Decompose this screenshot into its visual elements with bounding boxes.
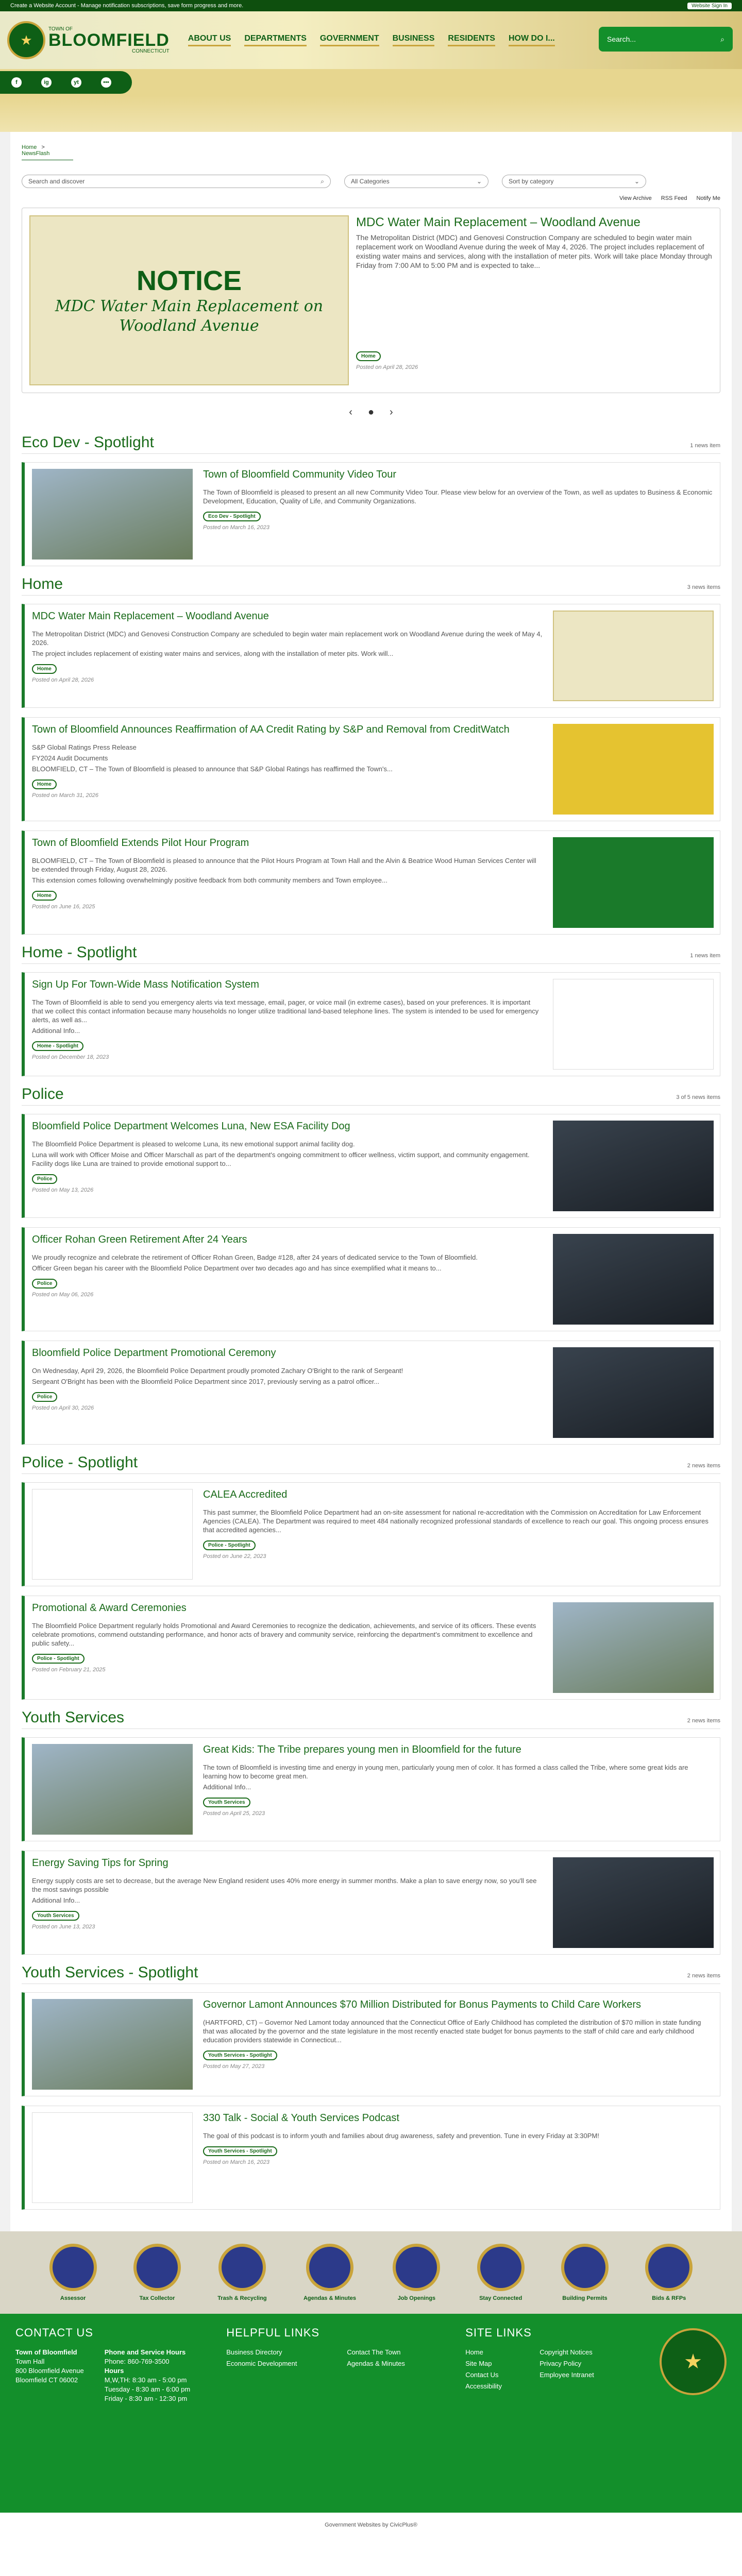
footer-link[interactable]: Employee Intranet <box>539 2371 594 2379</box>
news-posted: Posted on June 22, 2023 <box>203 1553 266 1560</box>
service-link[interactable] <box>477 2244 525 2301</box>
news-item <box>22 1851 720 1955</box>
news-thumbnail[interactable] <box>32 469 193 560</box>
featured-text <box>356 215 713 385</box>
news-text: The Metropolitan District (MDC) and Genovesi Construction Company are scheduled to begin water main replacement work on Woodland Avenue during the week of May 4, 2026. <box>32 630 543 647</box>
featured-body: The Metropolitan District (MDC) and Genovesi Construction Company are scheduled to begin water main replacement work on Woodland Avenue during the week of May 4, 2026. The project includes replacement of existing water mains and services, along with the installation of meter pits. Work will take place Monday through Friday from 7:00 AM to 5:00 PM and is expected to take... <box>356 233 712 269</box>
news-text: On Wednesday, April 29, 2026, the Bloomfield Police Department proudly promoted Zachary O'Bright to the rank of Sergeant! <box>32 1367 403 1375</box>
section-title: Police <box>22 1086 64 1103</box>
news-thumbnail[interactable] <box>32 1489 193 1580</box>
section-title: Police - Spotlight <box>22 1454 138 1471</box>
carousel-controls <box>22 406 720 418</box>
nav-residents[interactable]: RESIDENTS <box>448 34 495 46</box>
civicplus-link[interactable]: Government Websites by CivicPlus® <box>325 2522 417 2528</box>
news-section <box>22 434 720 566</box>
notice-title: NOTICE <box>136 265 242 296</box>
footer-link[interactable]: Copyright Notices <box>539 2348 593 2356</box>
news-text: Additional Info... <box>32 1027 80 1035</box>
news-thumbnail[interactable] <box>553 1857 714 1948</box>
notice-subtitle: MDC Water Main Replacement on Woodland Avenue <box>55 297 324 335</box>
news-section <box>22 1964 720 2210</box>
main-nav <box>188 34 555 46</box>
news-tag[interactable]: Home - Spotlight <box>32 1041 83 1051</box>
nav-business[interactable]: BUSINESS <box>393 34 435 46</box>
carousel-dot[interactable]: ● <box>367 406 375 418</box>
main-content <box>0 132 742 2231</box>
view-archive-link[interactable]: View Archive <box>619 195 652 201</box>
footer-link[interactable]: Site Map <box>465 2360 492 2367</box>
news-item <box>22 1482 720 1586</box>
news-posted: Posted on June 13, 2023 <box>32 1924 95 1930</box>
hours-line: Friday - 8:30 am - 12:30 pm <box>104 2395 188 2402</box>
service-label: Trash & Recycling <box>217 2295 267 2301</box>
chevron-down-icon: ⌄ <box>476 178 482 185</box>
service-icon <box>133 2244 181 2291</box>
news-thumbnail[interactable] <box>553 611 714 701</box>
sort-select[interactable] <box>502 175 646 188</box>
section-title: Home <box>22 575 63 592</box>
news-item <box>22 1596 720 1700</box>
service-label: Assessor <box>60 2295 86 2301</box>
service-link[interactable] <box>393 2244 440 2301</box>
news-tag[interactable]: Youth Services - Spotlight <box>203 2146 277 2156</box>
notify-me-link[interactable]: Notify Me <box>696 195 720 201</box>
section-title: Eco Dev - Spotlight <box>22 434 154 451</box>
news-text: BLOOMFIELD, CT – The Town of Bloomfield is pleased to announce that the Pilot Hours Program at Town Hall and the Alvin & Beatrice Wood Human Services Center will be extended through Friday, August 28, 2026. <box>32 857 536 873</box>
news-text: BLOOMFIELD, CT – The Town of Bloomfield is pleased to announce that S&P Global Ratings has reaffirmed the Town's... <box>32 765 393 773</box>
service-link[interactable] <box>303 2244 356 2301</box>
featured-slide <box>22 208 720 393</box>
news-posted: Posted on May 13, 2026 <box>32 1187 94 1193</box>
news-tag[interactable]: Youth Services <box>32 1911 79 1921</box>
news-tag[interactable]: Home <box>32 891 57 901</box>
news-item <box>22 1114 720 1218</box>
news-text: This past summer, the Bloomfield Police Department had an on-site assessment for national re-accreditation with the Commission on Accreditation for Law Enforcement Agencies (CALEA). The Department was required to meet 484 nationally recognized professional standards of excellence to reach our goal. This ongoing process ensures that accredited agencies... <box>203 1509 709 1534</box>
news-item <box>22 604 720 708</box>
quick-services <box>0 2231 742 2314</box>
helpful-heading: HELPFUL LINKS <box>226 2326 320 2339</box>
news-item <box>22 1992 720 2096</box>
chevron-right-icon[interactable]: › <box>390 406 393 418</box>
news-title[interactable]: Town of Bloomfield Community Video Tour <box>203 469 396 480</box>
news-item <box>22 717 720 821</box>
section-count: 2 news items <box>687 1718 720 1724</box>
news-flash-card <box>10 132 732 2231</box>
section-count: 3 of 5 news items <box>676 1094 720 1100</box>
town-seal-icon: ★ <box>7 21 45 59</box>
search-icon[interactable]: ⌕ <box>321 177 324 185</box>
news-tag[interactable]: Home <box>32 779 57 789</box>
news-tag[interactable]: Youth Services - Spotlight <box>203 2050 277 2060</box>
service-icon <box>477 2244 525 2291</box>
news-text: Energy supply costs are set to decrease, but the average New England resident uses 40% more energy in summer months. Make a plan to save energy now, so you'll see the most savings possible <box>32 1877 537 1893</box>
news-posted: Posted on May 27, 2023 <box>203 2063 265 2070</box>
news-tag[interactable]: Youth Services <box>203 1798 250 1807</box>
news-links <box>22 195 720 201</box>
news-text: (HARTFORD, CT) – Governor Ned Lamont today announced that the Connecticut Office of Early Childhood has completed the distribution of $70 million in state funding that was allocated by the governor and the state legislature in the most recently enacted state budget for bonus payments to the staff of child care and early childhood education providers statewide in Connecticut... <box>203 2019 701 2044</box>
logo-town-name: BLOOMFIELD <box>48 30 170 50</box>
news-text: Sergeant O'Bright has been with the Bloomfield Police Department since 2017, previously serving as a patrol officer... <box>32 1378 380 1385</box>
nav-about[interactable]: ABOUT US <box>188 34 231 46</box>
news-title[interactable]: Town of Bloomfield Announces Reaffirmation of AA Credit Rating by S&P and Removal from CreditWatch <box>32 724 510 735</box>
news-item <box>22 1737 720 1841</box>
facebook-icon[interactable]: f <box>11 77 22 88</box>
news-tag[interactable]: Eco Dev - Spotlight <box>203 512 261 521</box>
section-count: 1 news item <box>690 953 720 959</box>
featured-tag[interactable]: Home <box>356 351 381 361</box>
news-title[interactable]: Governor Lamont Announces $70 Million Distributed for Bonus Payments to Child Care Workers <box>203 1999 642 2010</box>
news-title[interactable]: MDC Water Main Replacement – Woodland Avenue <box>32 611 269 622</box>
footer-link[interactable]: Economic Development <box>226 2360 297 2367</box>
sort-value: Sort by category <box>509 178 554 185</box>
hours-line: M,W,TH: 8:30 am - 5:00 pm <box>104 2376 187 2384</box>
news-title[interactable]: Town of Bloomfield Extends Pilot Hour Program <box>32 837 249 849</box>
news-text: The Bloomfield Police Department is pleased to welcome Luna, its new emotional support animal facility dog. <box>32 1140 355 1148</box>
news-section <box>22 944 720 1076</box>
service-link[interactable] <box>133 2244 181 2301</box>
service-link[interactable] <box>49 2244 97 2301</box>
footer-link[interactable]: Business Directory <box>226 2348 282 2356</box>
news-text: The town of Bloomfield is investing time and energy in young men, particularly young men of color. It has formed a class called the Tribe, where some great kids are learning how to become great men. <box>203 1764 688 1780</box>
news-text: The Town of Bloomfield is pleased to present an all new Community Video Tour. Please view below for an overview of the Town, as well as updates to Business & Economic Development, Education, Quality of Life, and Community Organizations. <box>203 488 713 505</box>
news-item <box>22 462 720 566</box>
news-tag[interactable]: Home <box>32 664 57 674</box>
news-title[interactable]: Officer Rohan Green Retirement After 24 Years <box>32 1234 247 1245</box>
breadcrumb-home[interactable]: Home <box>22 144 37 150</box>
news-tag[interactable]: Police <box>32 1392 57 1402</box>
section-count: 2 news items <box>687 1463 720 1469</box>
news-thumbnail[interactable] <box>553 837 714 928</box>
chevron-left-icon[interactable]: ‹ <box>349 406 352 418</box>
social-bar <box>0 69 742 96</box>
service-icon <box>306 2244 353 2291</box>
service-link[interactable] <box>217 2244 266 2301</box>
featured-posted: Posted on April 28, 2026 <box>356 364 418 370</box>
news-posted: Posted on February 21, 2025 <box>32 1667 106 1673</box>
news-section <box>22 575 720 935</box>
news-text: Luna will work with Officer Moise and Officer Marschall as part of the department's ongoing commitment to officer wellness, victim support, and community engagement. Facility dogs like Luna are trained to provide emotional support to... <box>32 1151 530 1167</box>
news-text: The Bloomfield Police Department regularly holds Promotional and Award Ceremonies to recognize the dedication, achievements, and service of its officers. These events celebrate promotions, commend outstanding performance, and honor acts of bravery and community service, reinforcing the department's commitment to excellence and public safety... <box>32 1622 536 1647</box>
footer-link[interactable]: Contact The Town <box>347 2348 401 2356</box>
news-tag[interactable]: Police - Spotlight <box>32 1654 85 1664</box>
news-text: The project includes replacement of existing water mains and services, along with the installation of meter pits. Work will... <box>32 650 394 657</box>
category-value: All Categories <box>351 178 390 185</box>
site-heading: SITE LINKS <box>465 2326 532 2339</box>
news-text: Officer Green began his career with the Bloomfield Police Department over two decades ago and has since exemplified what it means to... <box>32 1264 442 1272</box>
breadcrumb-newsflash[interactable]: NewsFlash <box>22 150 50 157</box>
hours-label: Hours <box>104 2367 124 2375</box>
news-posted: Posted on May 06, 2026 <box>32 1292 94 1298</box>
section-count: 2 news items <box>687 1973 720 1979</box>
news-item <box>22 2106 720 2210</box>
news-posted: Posted on March 16, 2023 <box>203 2159 270 2165</box>
youtube-icon[interactable]: yt <box>71 77 81 88</box>
service-icon <box>393 2244 440 2291</box>
category-select[interactable] <box>344 175 488 188</box>
news-title[interactable]: 330 Talk - Social & Youth Services Podcast <box>203 2112 399 2124</box>
rss-feed-link[interactable]: RSS Feed <box>661 195 687 201</box>
news-posted: Posted on April 28, 2026 <box>32 677 94 683</box>
header <box>0 11 742 69</box>
town-logo[interactable] <box>7 21 170 59</box>
news-thumbnail[interactable] <box>553 1234 714 1325</box>
news-item <box>22 1341 720 1445</box>
service-icon <box>561 2244 609 2291</box>
section-count: 1 news item <box>690 443 720 449</box>
service-label: Bids & RFPs <box>652 2295 686 2301</box>
service-link[interactable] <box>561 2244 609 2301</box>
section-count: 3 news items <box>687 584 720 590</box>
news-text: Additional Info... <box>32 1896 80 1904</box>
news-section <box>22 1086 720 1445</box>
breadcrumb: Home > NewsFlash <box>22 144 73 160</box>
news-posted: Posted on December 18, 2023 <box>32 1054 109 1060</box>
news-posted: Posted on June 16, 2025 <box>32 904 95 910</box>
news-thumbnail[interactable] <box>553 724 714 815</box>
nav-departments[interactable]: DEPARTMENTS <box>244 34 307 46</box>
service-label: Building Permits <box>562 2295 608 2301</box>
more-icon[interactable]: ••• <box>101 77 111 88</box>
search-placeholder: Search... <box>607 35 636 43</box>
news-posted: Posted on March 16, 2023 <box>203 524 270 531</box>
news-thumbnail[interactable] <box>32 2112 193 2203</box>
service-label: Agendas & Minutes <box>303 2295 357 2301</box>
chevron-down-icon: ⌄ <box>634 178 639 185</box>
service-icon <box>49 2244 97 2291</box>
news-title[interactable]: Sign Up For Town-Wide Mass Notification System <box>32 979 259 990</box>
news-item <box>22 1227 720 1331</box>
news-thumbnail[interactable] <box>32 1744 193 1835</box>
news-text: The Town of Bloomfield is able to send you emergency alerts via text message, email, pager, or voice mail (in extreme cases), based on your preferences. It is important that we collect this contact information because many households no longer utilize traditional land-based telephone lines. The system is intended to be used for emergency alerts, as well as... <box>32 998 539 1024</box>
news-tag[interactable]: Police - Spotlight <box>203 1540 256 1550</box>
section-title: Home - Spotlight <box>22 944 137 961</box>
logo-state: CONNECTICUT <box>131 48 170 54</box>
footer-link[interactable]: Contact Us <box>465 2371 499 2379</box>
contact-line: Bloomfield CT 06002 <box>15 2376 78 2384</box>
sign-in-button[interactable]: Website Sign In <box>687 3 732 9</box>
news-text: This extension comes following overwhelmingly positive feedback from both community members and Town employee... <box>32 876 387 884</box>
news-title[interactable]: Bloomfield Police Department Promotional Ceremony <box>32 1347 276 1359</box>
news-text: Additional Info... <box>203 1783 251 1791</box>
news-text: The goal of this podcast is to inform youth and families about drug awareness, safety and prevention. Tune in every Friday at 3:30PM! <box>203 2132 599 2140</box>
news-thumbnail[interactable] <box>553 1347 714 1438</box>
news-item <box>22 831 720 935</box>
section-title: Youth Services <box>22 1709 125 1726</box>
news-section <box>22 1454 720 1700</box>
contact-heading: CONTACT US <box>15 2326 93 2339</box>
news-thumbnail[interactable] <box>32 1999 193 2090</box>
news-section <box>22 1709 720 1955</box>
nav-government[interactable]: GOVERNMENT <box>320 34 379 46</box>
service-label: Tax Collector <box>139 2295 175 2301</box>
news-posted: Posted on March 31, 2026 <box>32 792 99 799</box>
news-title[interactable]: Promotional & Award Ceremonies <box>32 1602 187 1614</box>
service-icon <box>645 2244 693 2291</box>
service-icon <box>218 2244 266 2291</box>
hours-title: Phone and Service Hours <box>104 2348 186 2356</box>
news-text: We proudly recognize and celebrate the retirement of Officer Rohan Green, Badge #128, after 24 years of dedicated service to the Town of Bloomfield. <box>32 1253 478 1261</box>
news-tag[interactable]: Police <box>32 1279 57 1289</box>
featured-image[interactable] <box>29 215 349 385</box>
footer <box>0 2314 742 2513</box>
news-title[interactable]: Great Kids: The Tribe prepares young men in Bloomfield for the future <box>203 1744 521 1755</box>
news-title[interactable]: CALEA Accredited <box>203 1489 288 1500</box>
phone[interactable]: Phone: 860-769-3500 <box>104 2358 170 2365</box>
news-text: FY2024 Audit Documents <box>32 754 108 762</box>
footer-link[interactable]: Agendas & Minutes <box>347 2360 405 2367</box>
logo-town-of: TOWN OF <box>48 26 73 32</box>
news-item <box>22 972 720 1076</box>
news-title[interactable]: Bloomfield Police Department Welcomes Luna, New ESA Facility Dog <box>32 1121 350 1132</box>
contact-line: Town Hall <box>15 2358 45 2365</box>
section-title: Youth Services - Spotlight <box>22 1964 198 1981</box>
nav-how-do-i[interactable]: HOW DO I... <box>509 34 555 46</box>
service-link[interactable] <box>645 2244 693 2301</box>
news-posted: Posted on April 30, 2026 <box>32 1405 94 1411</box>
footer-link[interactable]: Privacy Policy <box>539 2360 582 2367</box>
contact-line: 800 Bloomfield Avenue <box>15 2367 84 2375</box>
news-posted: Posted on April 25, 2023 <box>203 1810 265 1817</box>
service-label: Stay Connected <box>479 2295 522 2301</box>
news-title[interactable]: Energy Saving Tips for Spring <box>32 1857 168 1869</box>
hours-line: Tuesday - 8:30 am - 6:00 pm <box>104 2385 191 2393</box>
search-icon[interactable]: ⌕ <box>720 35 724 43</box>
account-prompt[interactable]: Create a Website Account - Manage notification subscriptions, save form progress and more. <box>10 3 244 9</box>
footer-bottom <box>0 2513 742 2537</box>
news-thumbnail[interactable] <box>553 1602 714 1693</box>
town-seal-icon: ★ <box>660 2328 727 2395</box>
news-text: S&P Global Ratings Press Release <box>32 743 137 751</box>
footer-link[interactable]: Home <box>465 2348 483 2356</box>
news-sections <box>22 434 720 2210</box>
news-thumbnail[interactable] <box>553 1121 714 1211</box>
contact-name: Town of Bloomfield <box>15 2348 77 2356</box>
news-thumbnail[interactable] <box>553 979 714 1070</box>
news-tag[interactable]: Police <box>32 1174 57 1184</box>
news-search-placeholder: Search and discover <box>28 178 85 185</box>
top-bar <box>0 0 742 11</box>
service-label: Job Openings <box>397 2295 436 2301</box>
featured-title[interactable]: MDC Water Main Replacement – Woodland Avenue <box>356 215 640 229</box>
news-search-input[interactable] <box>22 175 331 188</box>
footer-link[interactable]: Accessibility <box>465 2382 502 2390</box>
instagram-icon[interactable]: ig <box>41 77 52 88</box>
site-search-input[interactable] <box>599 27 733 52</box>
